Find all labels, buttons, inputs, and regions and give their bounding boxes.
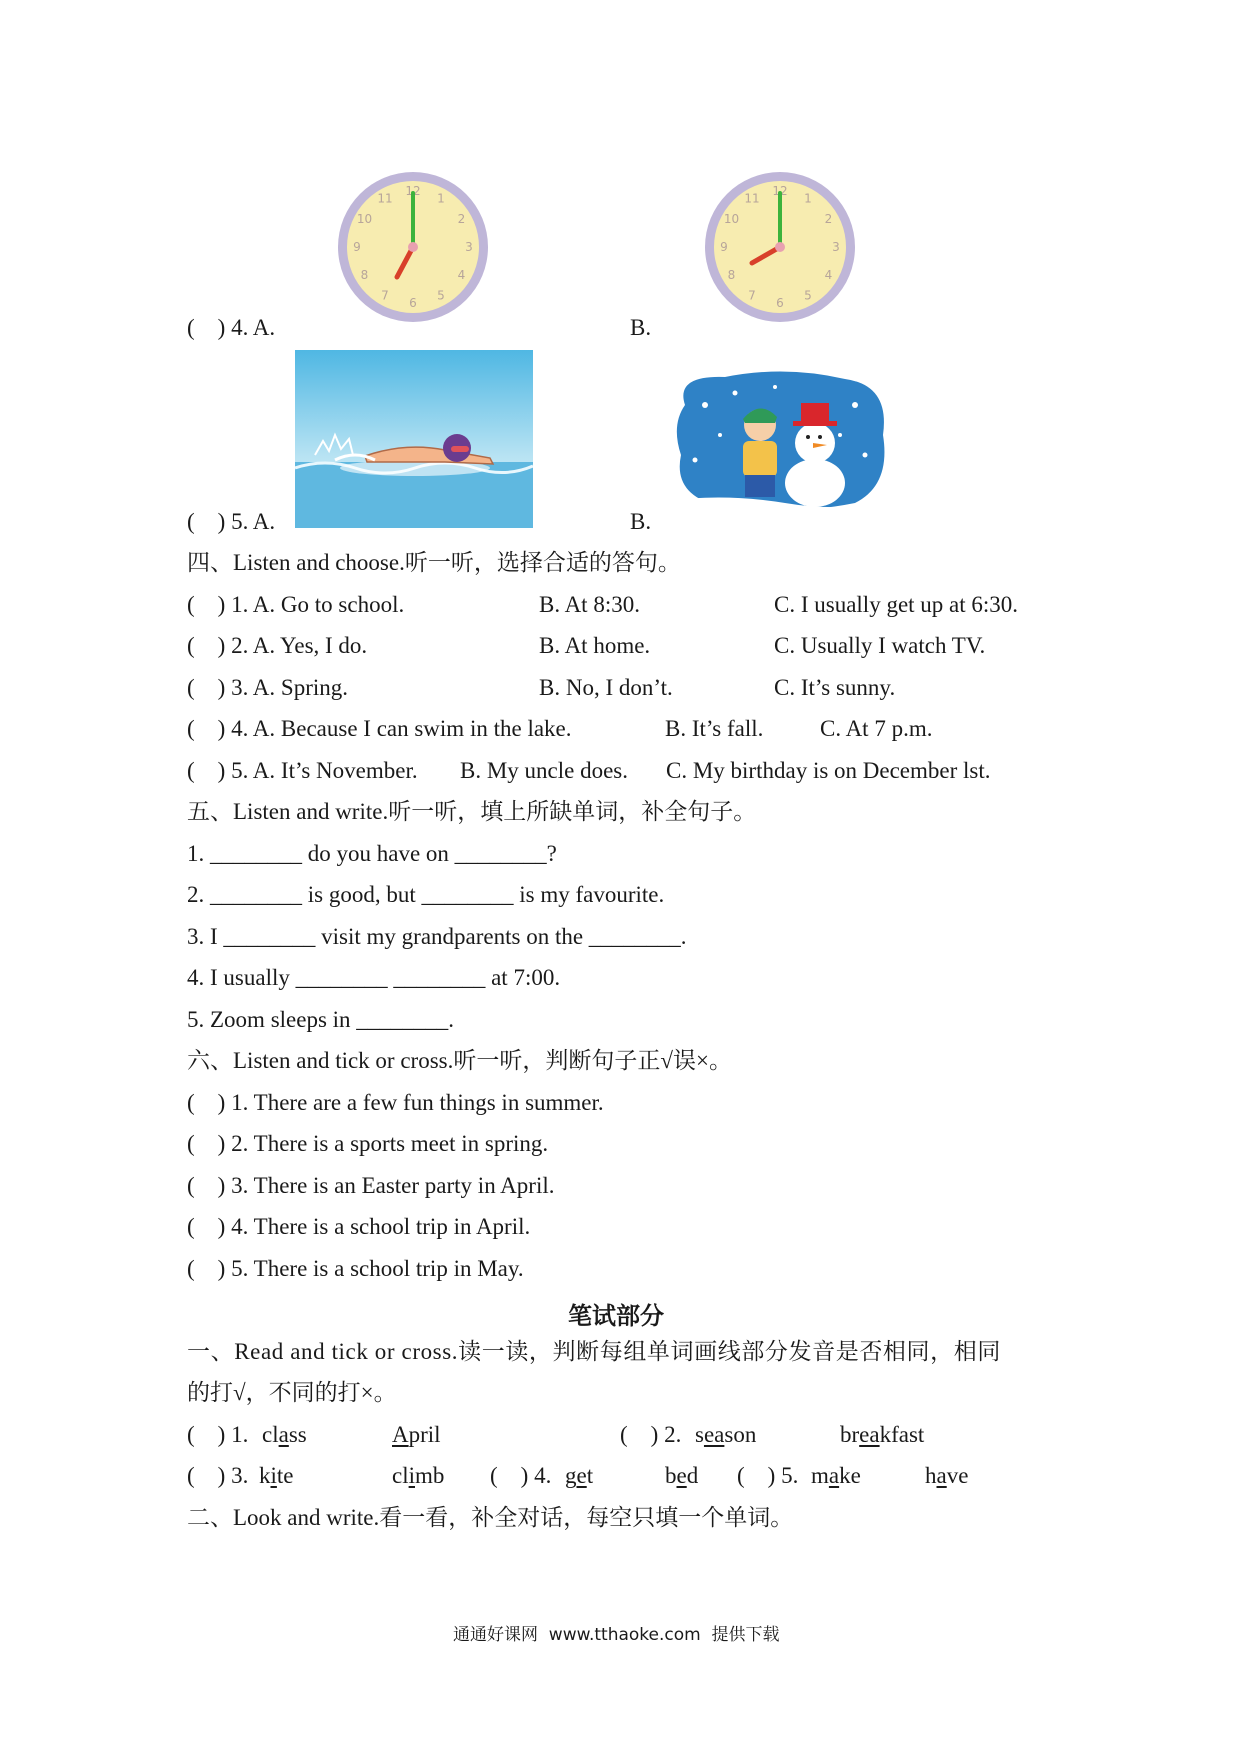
clock-numeral: 4	[824, 268, 833, 282]
clock-numeral: 4	[457, 268, 466, 282]
item-number: ( ) 5. A.	[187, 509, 276, 534]
clock-numeral: 3	[465, 240, 473, 254]
footer-credit: 通通好课网 www.tthaoke.com 提供下载	[453, 1625, 780, 1645]
section-heading: 六、Listen and tick or cross.听一听，判断句子正√误×。	[187, 1048, 732, 1073]
word: make	[811, 1463, 861, 1488]
clock-numeral: 2	[824, 212, 833, 226]
word: kite	[259, 1463, 294, 1488]
clock-numeral: 6	[776, 296, 784, 310]
clock-numeral: 7	[748, 288, 756, 303]
choice-b: B. At home.	[539, 633, 651, 658]
clock-numeral: 12	[772, 184, 788, 198]
fill-line: 1. ________ do you have on ________?	[187, 841, 557, 866]
clock-numeral: 9	[353, 240, 361, 254]
tick-line: ( ) 2. There is a sports meet in spring.	[187, 1131, 549, 1156]
tick-line: ( ) 5. There is a school trip in May.	[187, 1256, 524, 1281]
word: breakfast	[840, 1422, 925, 1447]
fill-line: 3. I ________ visit my grandparents on the ________.	[187, 924, 687, 949]
choice-a: ( ) 2. A. Yes, I do.	[187, 633, 368, 658]
section-heading-cont: 的打√，不同的打×。	[187, 1380, 397, 1405]
word: season	[695, 1422, 757, 1447]
clock-seven-icon	[333, 167, 493, 327]
item-number: ( ) 3.	[187, 1463, 255, 1488]
choice-a: ( ) 4. A. Because I can swim in the lake.	[187, 716, 572, 741]
clock-numeral: 8	[727, 268, 736, 282]
item-number: ( ) 4. A.	[187, 315, 276, 340]
choice-c: C. I usually get up at 6:30.	[774, 592, 1019, 617]
tick-line: ( ) 1. There are a few fun things in summer.	[187, 1090, 604, 1115]
written-part-title: 笔试部分	[568, 1302, 664, 1330]
clock-numeral: 11	[744, 191, 760, 206]
fill-line: 2. ________ is good, but ________ is my favourite.	[187, 882, 665, 907]
choice-c: C. At 7 p.m.	[820, 716, 933, 741]
item-number: ( ) 5.	[737, 1463, 805, 1488]
clock-numeral: 7	[381, 288, 389, 303]
choice-b: B. It’s fall.	[665, 716, 764, 741]
word: get	[565, 1463, 594, 1488]
section-heading: 二、Look and write.看一看，补全对话，每空只填一个单词。	[187, 1505, 794, 1530]
snowman-image	[665, 365, 895, 515]
clock-numeral: 5	[437, 288, 445, 303]
section-heading: 一、Read and tick or cross.读一读，判断每组单词画线部分发音是否相同，相同	[187, 1339, 1001, 1364]
clock-numeral: 1	[804, 191, 812, 206]
item-number: ( ) 2.	[620, 1422, 688, 1447]
choice-b: B. No, I don’t.	[539, 675, 673, 700]
tick-line: ( ) 3. There is an Easter party in April.	[187, 1173, 555, 1198]
word: bed	[665, 1463, 699, 1488]
clock-numeral: 10	[723, 212, 740, 226]
clock-numeral: 12	[405, 184, 421, 198]
section-heading: 五、Listen and write.听一听，填上所缺单词，补全句子。	[187, 799, 757, 824]
choice-a: ( ) 1. A. Go to school.	[187, 592, 405, 617]
word: climb	[392, 1463, 445, 1488]
choice-a: ( ) 5. A. It’s November.	[187, 758, 418, 783]
choice-a: ( ) 3. A. Spring.	[187, 675, 348, 700]
tick-line: ( ) 4. There is a school trip in April.	[187, 1214, 531, 1239]
swimmer-image	[295, 350, 533, 528]
clock-numeral: 9	[720, 240, 728, 254]
option-b-label: B.	[630, 509, 652, 534]
clock-numeral: 5	[804, 288, 812, 303]
clock-eight-icon	[700, 167, 860, 327]
choice-b: B. At 8:30.	[539, 592, 640, 617]
choice-c: C. It’s sunny.	[774, 675, 896, 700]
clock-numeral: 1	[437, 191, 445, 206]
word: have	[925, 1463, 969, 1488]
item-number: ( ) 1.	[187, 1422, 255, 1447]
clock-numeral: 11	[377, 191, 393, 206]
clock-numeral: 6	[409, 296, 417, 310]
word: class	[262, 1422, 307, 1447]
choice-c: C. My birthday is on December lst.	[666, 758, 991, 783]
clock-numeral: 10	[356, 212, 373, 226]
item-number: ( ) 4.	[490, 1463, 558, 1488]
option-b-label: B.	[630, 315, 652, 340]
word: April	[392, 1422, 441, 1447]
choice-b: B. My uncle does.	[460, 758, 629, 783]
clock-numeral: 8	[360, 268, 369, 282]
section-heading: 四、Listen and choose.听一听，选择合适的答句。	[187, 550, 681, 575]
clock-numeral: 2	[457, 212, 466, 226]
fill-line: 5. Zoom sleeps in ________.	[187, 1007, 455, 1032]
clock-numeral: 3	[832, 240, 840, 254]
choice-c: C. Usually I watch TV.	[774, 633, 986, 658]
fill-line: 4. I usually ________ ________ at 7:00.	[187, 965, 561, 990]
